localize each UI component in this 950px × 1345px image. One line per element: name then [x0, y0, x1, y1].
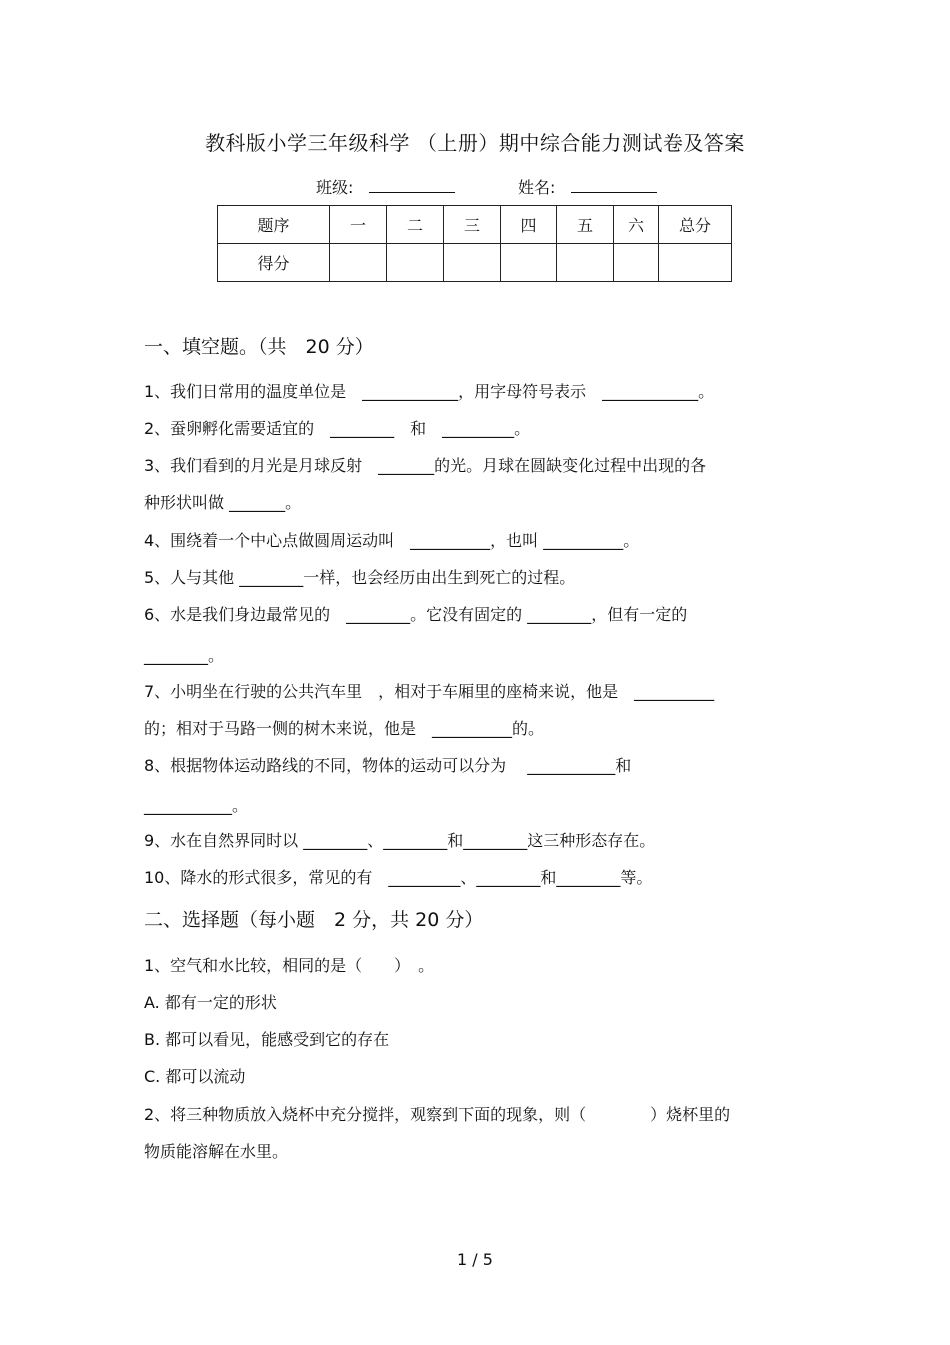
question-line: 3、我们看到的月光是月球反射 _______的光。月球在圆缺变化过程中出现的各	[144, 456, 707, 475]
score-row-label: 得分	[218, 244, 330, 282]
score-cell[interactable]	[501, 244, 557, 282]
question-line: 物质能溶解在水里。	[144, 1142, 289, 1161]
class-label: 班级:	[316, 178, 354, 197]
name-field	[518, 175, 657, 198]
option-line: A. 都有一定的形状	[144, 993, 277, 1012]
question-line: 9、水在自然界同时以 ________、________和________这三种形态存在。	[144, 831, 656, 850]
question-line: 10、降水的形式很多，常见的有 _________、________和________等。	[144, 868, 653, 887]
score-header-cell: 总分	[659, 206, 732, 244]
question-line: 的；相对于马路一侧的树木来说，他是 __________的。	[144, 719, 545, 738]
question-line: 1、空气和水比较，相同的是（ ） 。	[144, 956, 435, 975]
score-header-cell: 四	[501, 206, 557, 244]
score-table	[217, 205, 732, 282]
score-cell[interactable]	[557, 244, 614, 282]
score-table-header-row	[218, 206, 732, 244]
score-header-cell: 六	[614, 206, 659, 244]
class-field	[316, 175, 455, 198]
question-line: 2、蚕卵孵化需要适宜的 ________ 和 _________。	[144, 419, 531, 438]
question-line: 2、将三种物质放入烧杯中充分搅拌，观察到下面的现象，则（ ）烧杯里的	[144, 1105, 731, 1124]
score-header-cell: 三	[444, 206, 501, 244]
score-header-cell: 题序	[218, 206, 330, 244]
option-line: C. 都可以流动	[144, 1067, 246, 1086]
score-cell[interactable]	[444, 244, 501, 282]
name-label: 姓名:	[518, 178, 556, 197]
question-line: 5、人与其他 ________一样，也会经历由出生到死亡的过程。	[144, 568, 576, 587]
question-line: 7、小明坐在行驶的公共汽车里 ，相对于车厢里的座椅来说，他是 __________	[144, 682, 715, 701]
question-line: 8、根据物体运动路线的不同，物体的运动可以分为 ___________和	[144, 756, 632, 775]
score-table-score-row	[218, 244, 732, 282]
score-header-cell: 五	[557, 206, 614, 244]
class-blank[interactable]	[369, 178, 455, 193]
page-title: 教科版小学三年级科学 （上册）期中综合能力测试卷及答案	[205, 131, 745, 155]
score-cell[interactable]	[330, 244, 387, 282]
score-cell[interactable]	[659, 244, 732, 282]
question-line: 种形状叫做 _______。	[144, 493, 302, 512]
section-1-heading: 一、填空题。（共 20 分）	[144, 336, 374, 358]
score-cell[interactable]	[614, 244, 659, 282]
question-line: 1、我们日常用的温度单位是 ____________，用字母符号表示 ____________。	[144, 382, 715, 401]
name-blank[interactable]	[571, 178, 657, 193]
page-number: 1 / 5	[457, 1250, 493, 1269]
option-line: B. 都可以看见，能感受到它的存在	[144, 1030, 390, 1049]
question-line: ___________。	[144, 796, 249, 815]
question-line: ________。	[144, 646, 225, 665]
score-cell[interactable]	[387, 244, 444, 282]
score-header-cell: 一	[330, 206, 387, 244]
section-2-heading: 二、选择题（每小题 2 分，共 20 分）	[144, 909, 484, 931]
question-line: 4、围绕着一个中心点做圆周运动叫 __________，也叫 __________。	[144, 531, 640, 550]
score-header-cell: 二	[387, 206, 444, 244]
question-line: 6、水是我们身边最常见的 ________。它没有固定的 ________，但有一定的	[144, 605, 688, 624]
